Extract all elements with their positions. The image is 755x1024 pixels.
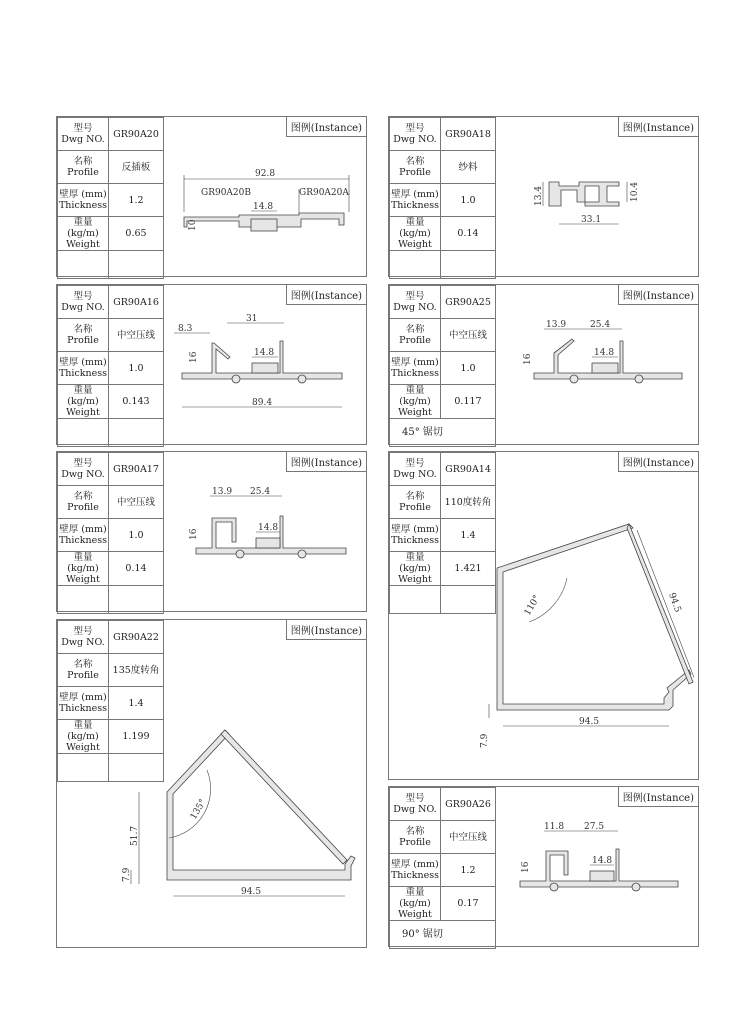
weight-value: 0.17 — [441, 887, 496, 921]
thickness-value: 1.4 — [441, 519, 496, 552]
profile-drawing — [469, 520, 694, 760]
profile-value: 110度转角 — [441, 486, 496, 519]
profile-value: 中空压线 — [109, 319, 164, 352]
weight-value: 0.14 — [441, 217, 496, 251]
instance-legend: 图例(Instance) — [618, 285, 698, 305]
profile-value: 中空压线 — [109, 486, 164, 519]
instance-legend: 图例(Instance) — [618, 452, 698, 472]
note-cell — [58, 251, 109, 279]
profile-card-gr90a16 — [56, 284, 367, 445]
profile-drawing — [514, 317, 694, 397]
dim-slot: 14.8 — [254, 348, 275, 358]
weight-value: 0.117 — [441, 385, 496, 419]
spec-table: 型号 Dwg NO. GR90A18 名称 Profile 纱料 壁厚 (mm) Thickness 1.0 重量 (kg/m) Weight 0.14 — [389, 117, 496, 279]
instance-legend: 图例(Instance) — [286, 285, 366, 305]
dwg-value: GR90A26 — [441, 788, 496, 821]
dwg-value: GR90A17 — [109, 453, 164, 486]
thickness-value: 1.2 — [109, 184, 164, 217]
spec-table: 型号 Dwg NO. GR90A25 名称 Profile 中空压线 壁厚 (mm) Thickness 1.0 重量 (kg/m) Weight 0.117 45° 锯切 — [389, 285, 496, 447]
spec-table: 型号 Dwg NO. GR90A16 名称 Profile 中空压线 壁厚 (mm) Thickness 1.0 重量 (kg/m) Weight 0.143 — [57, 285, 164, 447]
callout-a: GR90A20B — [201, 188, 251, 198]
profile-value: 中空压线 — [441, 821, 496, 854]
profile-card-gr90a22 — [56, 619, 367, 948]
profile-card-gr90a17 — [56, 451, 367, 612]
dwg-value: GR90A18 — [441, 118, 496, 151]
thickness-value: 1.0 — [109, 519, 164, 552]
dwg-value: GR90A25 — [441, 286, 496, 319]
spec-table — [57, 117, 164, 279]
dwg-value: GR90A14 — [441, 453, 496, 486]
profile-card-gr90a26 — [388, 786, 699, 947]
thickness-value: 1.0 — [109, 352, 164, 385]
dim-height: 10 — [188, 219, 198, 231]
dwg-value: GR90A20 — [109, 118, 164, 151]
dwg-value: GR90A22 — [109, 621, 164, 654]
dim-base: 94.5 — [241, 887, 262, 897]
dim-b: 25.4 — [250, 487, 271, 497]
dim-base: 94.5 — [579, 717, 600, 727]
cut-note: 90° 锯切 — [390, 921, 496, 949]
dim-a: 13.9 — [212, 487, 233, 497]
dim-left-height: 13.4 — [534, 185, 544, 206]
cut-note: 45° 锯切 — [390, 419, 496, 447]
profile-value: 135度转角 — [109, 654, 164, 687]
dim-right-height: 10.4 — [630, 181, 640, 202]
profile-drawing — [179, 167, 359, 257]
spec-table: 型号 Dwg NO. GR90A17 名称 Profile 中空压线 壁厚 (mm) Thickness 1.0 重量 (kg/m) Weight 0.14 — [57, 452, 164, 614]
profile-value: 反插板 — [109, 151, 164, 184]
dim-slot: 14.8 — [594, 348, 615, 358]
instance-legend: 图例(Instance) — [618, 117, 698, 137]
dim-height: 7.9 — [122, 867, 132, 882]
profile-drawing — [529, 172, 649, 242]
dim-a: 8.3 — [178, 324, 193, 334]
dim-slot: 14.8 — [592, 856, 613, 866]
thickness-value: 1.2 — [441, 854, 496, 887]
profile-value: 中空压线 — [441, 319, 496, 352]
dim-b: 25.4 — [590, 320, 611, 330]
dim-slot: 14.8 — [258, 523, 279, 533]
dim-total-height: 51.7 — [130, 825, 140, 846]
spec-table: 型号 Dwg NO. GR90A22 名称 Profile 135度转角 壁厚 (mm) Thickness 1.4 重量 (kg/m) Weight 1.199 — [57, 620, 164, 782]
dim-slot: 14.8 — [253, 202, 274, 212]
spec-table: 型号 Dwg NO. GR90A14 名称 Profile 110度转角 壁厚 (mm) Thickness 1.4 重量 (kg/m) Weight 1.421 — [389, 452, 496, 614]
profile-drawing — [182, 484, 362, 564]
instance-legend: 图例(Instance) — [286, 620, 366, 640]
dim-height: 16 — [189, 351, 199, 363]
profile-card-gr90a18 — [388, 116, 699, 277]
dim-angle: 110° — [522, 593, 543, 618]
instance-legend: 图例(Instance) — [618, 787, 698, 807]
dim-a: 13.9 — [546, 320, 567, 330]
dim-b: 27.5 — [584, 822, 605, 832]
instance-legend: 图例(Instance) — [286, 117, 366, 137]
dim-a: 11.8 — [544, 822, 565, 832]
thickness-value: 1.4 — [109, 687, 164, 720]
callout-b: GR90A20A — [299, 188, 349, 198]
weight-value: 0.14 — [109, 552, 164, 586]
dim-height: 16 — [523, 353, 533, 365]
thickness-value: 1.0 — [441, 184, 496, 217]
dim-angle: 135° — [188, 797, 209, 822]
profile-drawing — [514, 819, 694, 899]
profile-value: 纱料 — [441, 151, 496, 184]
profile-card-gr90a14 — [388, 451, 699, 780]
weight-value: 1.421 — [441, 552, 496, 586]
weight-value: 0.65 — [109, 217, 164, 251]
profile-card-gr90a25 — [388, 284, 699, 445]
dim-width: 33.1 — [581, 215, 602, 225]
dim-height: 7.9 — [480, 733, 490, 748]
instance-legend: 图例(Instance) — [286, 452, 366, 472]
weight-value: 1.199 — [109, 720, 164, 754]
dim-height: 16 — [521, 861, 531, 873]
dim-width: 92.8 — [255, 169, 276, 179]
dwg-value: GR90A16 — [109, 286, 164, 319]
dim-diagonal: 94.5 — [666, 591, 683, 614]
profile-label: 名称 Profile — [58, 151, 109, 184]
dim-height: 16 — [189, 528, 199, 540]
spec-table: 型号 Dwg NO. GR90A26 名称 Profile 中空压线 壁厚 (mm) Thickness 1.2 重量 (kg/m) Weight 0.17 90° 锯切 — [389, 787, 496, 949]
dim-b: 31 — [246, 314, 258, 324]
profile-card-gr90a20 — [56, 116, 367, 277]
dim-width: 89.4 — [252, 398, 273, 408]
thickness-label: 壁厚 (mm) Thickness — [58, 184, 109, 217]
weight-value: 0.143 — [109, 385, 164, 419]
profile-drawing — [172, 313, 352, 418]
profile-drawing — [117, 720, 362, 920]
thickness-value: 1.0 — [441, 352, 496, 385]
weight-label: 重量 (kg/m) Weight — [58, 217, 109, 251]
dwg-label: 型号 Dwg NO. — [58, 118, 109, 151]
